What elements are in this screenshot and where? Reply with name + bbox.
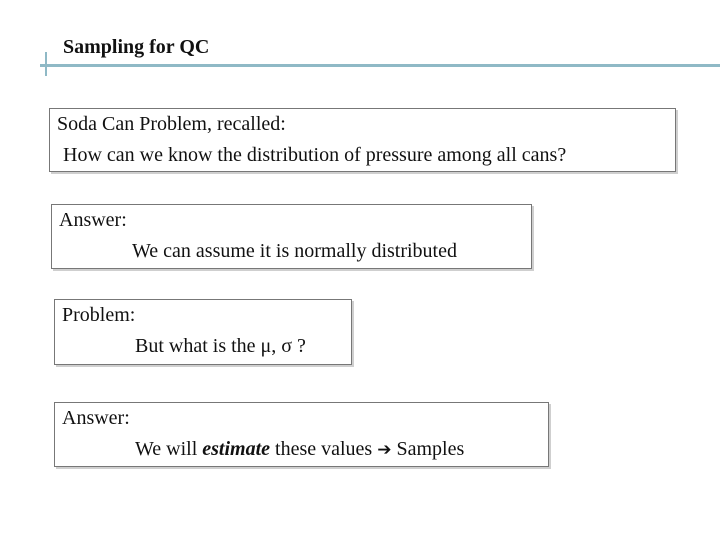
box-body: But what is the μ, σ ? bbox=[135, 335, 306, 357]
answer-normal-box bbox=[51, 204, 532, 269]
body-text-start: We will bbox=[135, 438, 203, 460]
box-body bbox=[55, 434, 548, 466]
box-body: We can assume it is normally distributed bbox=[132, 240, 457, 262]
title-divider-tick bbox=[45, 52, 47, 76]
problem-parameters-box bbox=[54, 299, 352, 365]
box-heading: Answer: bbox=[59, 209, 127, 231]
answer-estimate-box bbox=[54, 402, 549, 467]
box-heading: Soda Can Problem, recalled: bbox=[57, 113, 286, 135]
title-divider bbox=[40, 64, 720, 67]
slide-title: Sampling for QC bbox=[63, 36, 210, 58]
body-text-middle: these values bbox=[270, 438, 378, 460]
box-heading: Problem: bbox=[62, 304, 136, 326]
problem-recalled-box bbox=[49, 108, 676, 172]
box-heading: Answer: bbox=[62, 407, 130, 429]
box-body: How can we know the distribution of pressure among all cans? bbox=[63, 144, 567, 166]
body-text-end: Samples bbox=[391, 438, 465, 460]
right-arrow-icon: ➔ bbox=[377, 440, 392, 460]
emphasized-word: estimate bbox=[202, 438, 271, 460]
